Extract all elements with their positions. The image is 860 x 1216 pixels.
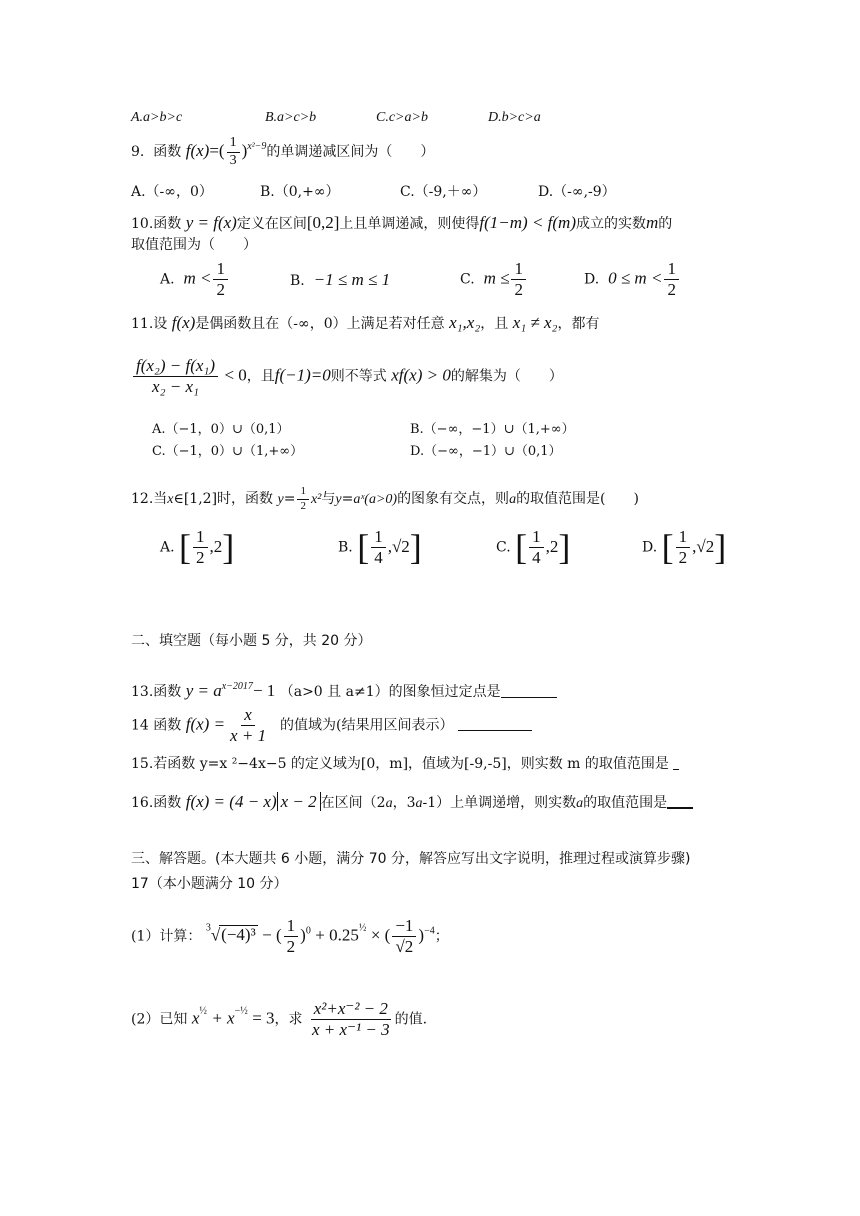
q10-option-d: D. 0 ≤ m < $\frac{1}{2}$ xyxy=(584,260,681,299)
q13-answer-blank[interactable] xyxy=(501,685,557,698)
section-3-title: 三、解答题。(本大题共 6 小题，满分 70 分，解答应写出文字说明，推理过程或演算步骤) xyxy=(131,851,691,867)
q16-question: 16.函数 f(x) = (4 − x) x − 2 在区间（2a，3a-1）上单调递增，则实数a的取值范围是 xyxy=(131,793,693,811)
q17-part2: (2）已知 $x^{\frac{1}{2}} + x^{-\frac{1}{2}} = 3$，求 $\frac{\text{x²+x⁻² − 2}}{\text{x + x⁻¹ − 3}}$ 的值. xyxy=(131,999,428,1039)
q14-answer-blank[interactable] xyxy=(458,718,532,731)
q8-option-c: C.c>a>b xyxy=(376,110,428,125)
q9-option-c: C.（-9,＋∞） xyxy=(400,184,487,200)
q11-option-c: C.（−1，0）∪（1,+∞） xyxy=(152,444,304,459)
q10-question: 10.函数 y = f(x)定义在区间[0,2]上且单调递减，则使得f(1−m) < f(m)成立的实数m的 xyxy=(131,213,673,232)
q12-option-c: C. [ $\frac{1}{4}$ , 2 ] xyxy=(496,527,571,568)
q10-option-c: C. m ≤ $\frac{1}{2}$ xyxy=(460,260,528,299)
q15-question: 15.若函数 y=x ²−4x−5 的定义域为[0，m]，值域为[-9,-5]，则实数 m 的取值范围是 xyxy=(131,757,679,771)
q12-option-b: B. [ $\frac{1}{4}$ , √2 ] xyxy=(338,527,422,568)
q16-answer-blank[interactable] xyxy=(667,795,693,809)
q10-option-b: B. −1 ≤ m ≤ 1 xyxy=(290,270,391,289)
q11-difference-quotient: $\frac{\text{f(x₂) − f(x₁)}}{\text{x₂ − x₁}}$ xyxy=(133,357,218,396)
q12-option-d: D. [ $\frac{1}{2}$ , √2 ] xyxy=(642,527,727,568)
q13-question: 13.函数 $y = a^{x-2017}- 1$ （a>0 且 a≠1）的图象恒过定点是 xyxy=(131,682,557,699)
q12-option-a: A. [ $\frac{1}{2}$ , 2 ] xyxy=(160,527,235,568)
q9-fraction: $\frac{1}{3}$ xyxy=(227,136,240,168)
q17-heading: 17（本小题满分 10 分） xyxy=(131,876,288,892)
q10-option-a: A. m < $\frac{1}{2}$ xyxy=(160,260,230,299)
q8-option-b: B.a>c>b xyxy=(265,110,317,125)
q11-option-b: B.（−∞，−1）∪（1,+∞） xyxy=(410,422,575,437)
q9-option-b: B.（0,+∞） xyxy=(260,184,340,200)
q12-question: 12.当x∈[1,2]时，函数 y= $\frac{1}{2}$ x²与y=aˣ(a>0)的图象有交点，则a的取值范围是( ) xyxy=(131,485,639,512)
q9-option-a: A.（-∞，0） xyxy=(131,184,213,200)
q11-question: 11.设 f(x)是偶函数且在（-∞，0）上满足若对任意 x₁,x₂，且 x₁ ≠ x₂，都有 xyxy=(131,313,600,332)
q10-question-line2: 取值范围为（ ） xyxy=(131,237,257,253)
q11-option-d: D.（−∞，−1）∪（0,1） xyxy=(410,444,562,459)
q14-question: 14 函数 f(x) = $\frac{x}{x + 1}$ 的值域为(结果用区间表示） xyxy=(131,706,532,745)
q11-condition: $\frac{\text{f(x₂) − f(x₁)}}{\text{x₂ − x₁}}$ < 0，且f(−1)=0则不等式 xf(x) > 0的解集为（ ） xyxy=(131,357,563,396)
q9-question: 9. 函数 f(x)=( $\frac{1}{3}$ )$^{x^2-9}$的单调递减区间为（ ） xyxy=(131,135,435,168)
q9-option-d: D.（-∞,-9） xyxy=(538,184,616,200)
q8-option-d: D.b>c>a xyxy=(488,110,541,125)
q11-option-a: A.（−1，0）∪（0,1） xyxy=(152,422,290,437)
q15-answer-blank[interactable] xyxy=(673,757,679,770)
q17-part1: (1）计算： $^3$√(−4)³ − ( $\frac{1}{2}$ )$^0 + 0.25^{\frac{1}{2}}$ × ( $\frac{-1}{√2}$ )$^{-4}$； xyxy=(131,916,449,956)
q8-option-a: A.a>b>c xyxy=(131,110,183,125)
section-2-title: 二、填空题（每小题 5 分，共 20 分） xyxy=(131,633,372,649)
